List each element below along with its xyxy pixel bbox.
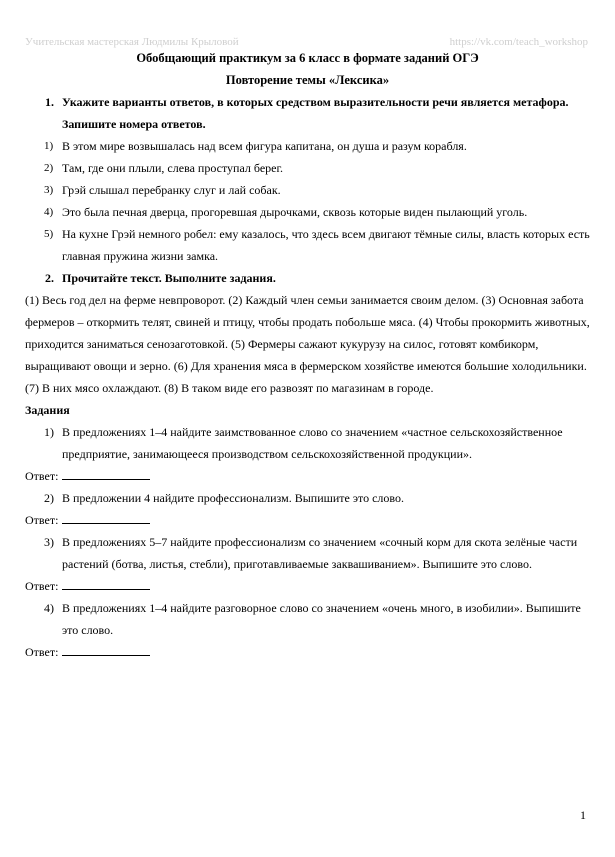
question-2-text: Прочитайте текст. Выполните задания.: [62, 271, 276, 285]
document-subtitle: Повторение темы «Лексика»: [225, 73, 390, 87]
option-number: 4): [44, 206, 54, 218]
question-1: [25, 91, 590, 135]
option-text: Грэй слышал перебранку слуг и лай собак.: [62, 183, 281, 197]
answer-blank[interactable]: [62, 575, 150, 590]
option-number: 3): [44, 184, 54, 196]
task-number: 2): [44, 491, 54, 505]
answer-label: Ответ:: [25, 469, 59, 483]
answer-label: Ответ:: [25, 645, 59, 659]
option-item: [25, 135, 590, 157]
task-item: [25, 421, 590, 465]
task-number: 3): [44, 535, 54, 549]
reading-passage: (1) Весь год дел на ферме невпроворот. (2) Каждый член семьи занимается своим делом. (3) Основная забота фермеров – откормить телят, свиней и птицу, чтобы продать побольше мяса. (4) Чтобы прокормить животных, приходится заниматься сенозаготовкой. (5) Фермеры сажают кукурузу на силос, готовят комбикорм, выращивают овощи и зерно. (6) Для хранения мяса в фермерском хозяйстве имеются большие холодильники. (7) В них мясо охлаждают. (8) В таком виде его развозят по магазинам в городе.: [25, 293, 590, 395]
page-number: 1: [580, 808, 586, 822]
answer-row: [25, 509, 590, 531]
document-title: Обобщающий практикум за 6 класс в формате заданий ОГЭ: [136, 51, 479, 65]
answer-blank[interactable]: [62, 465, 150, 480]
task-item: [25, 597, 590, 641]
option-item: [25, 179, 590, 201]
task-item: [25, 531, 590, 575]
option-number: 5): [44, 228, 54, 240]
task-text: В предложениях 5–7 найдите профессионализм со значением «сочный корм для скота зелёные части растений (ботва, листья, стебли), приготавливаемые заквашиванием». Выпишите это слово.: [62, 535, 578, 571]
answer-blank[interactable]: [62, 509, 150, 524]
answer-row: [25, 465, 590, 487]
option-item: [25, 157, 590, 179]
option-item: [25, 223, 590, 267]
tasks-heading: Задания: [25, 403, 70, 417]
question-2: [25, 267, 590, 289]
task-text: В предложениях 1–4 найдите заимствованное слово со значением «частное сельскохозяйственное предприятие, занимающееся производством сельскохозяйственной продукции».: [62, 425, 563, 461]
answer-label: Ответ:: [25, 513, 59, 527]
task-number: 1): [44, 425, 54, 439]
option-text: В этом мире возвышалась над всем фигура капитана, он душа и разум корабля.: [62, 139, 467, 153]
document-body: [25, 47, 590, 663]
answer-blank[interactable]: [62, 641, 150, 656]
option-item: [25, 201, 590, 223]
task-number: 4): [44, 601, 54, 615]
option-text: Это была печная дверца, прогоревшая дырочками, сквозь которые виден пылающий уголь.: [62, 205, 528, 219]
option-text: На кухне Грэй немного робел: ему казалось, что здесь всем двигают тёмные силы, власть которых есть главная пружина жизни замка.: [62, 227, 590, 263]
option-number: 2): [44, 162, 54, 174]
task-text: В предложениях 1–4 найдите разговорное слово со значением «очень много, в изобилии». Выпишите это слово.: [62, 601, 581, 637]
answer-row: [25, 575, 590, 597]
header-author: Учительская мастерская Людмилы Крыловой: [25, 36, 239, 48]
task-item: [25, 487, 590, 509]
answer-row: [25, 641, 590, 663]
question-2-number: 2.: [45, 271, 54, 285]
question-1-number: 1.: [45, 95, 54, 109]
option-number: 1): [44, 140, 54, 152]
question-1-text: Укажите варианты ответов, в которых средством выразительности речи является метафора. Запишите номера ответов.: [62, 95, 569, 131]
option-text: Там, где они плыли, слева проступал берег.: [62, 161, 284, 175]
task-text: В предложении 4 найдите профессионализм. Выпишите это слово.: [62, 491, 404, 505]
header-link[interactable]: https://vk.com/teach_workshop: [449, 36, 588, 48]
answer-label: Ответ:: [25, 579, 59, 593]
